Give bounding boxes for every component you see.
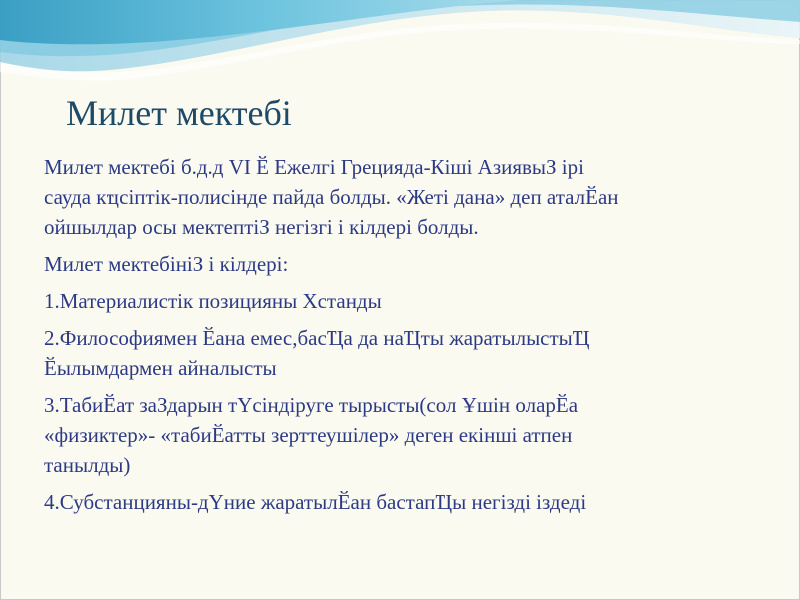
text-line: Милет мектебі б.д.д VI Ӗ Ежелгі Грецияда-Кіші АзиявыЗ ірі — [44, 155, 584, 179]
slide-body — [44, 152, 764, 524]
list-item-3 — [44, 390, 764, 480]
list-item-4 — [44, 487, 764, 517]
text-line: ойшылдар осы мектептіЗ негізгі і кілдері болды. — [44, 215, 479, 239]
text-line: 3.ТабиӖат заЗдарын тҮсіндіруге тырысты(сол Ұшін оларӖа — [44, 393, 579, 417]
text-line: 2.Философиямен Ӗана емес,басҴа да наҴты жаратылыстыҴ — [44, 326, 590, 350]
list-item-2 — [44, 323, 764, 383]
slide-title: Милет мектебі — [66, 93, 292, 133]
text-line: танылды) — [44, 453, 131, 477]
text-line: 1.Материалистік позицияны Хстанды — [44, 289, 382, 313]
paragraph-intro — [44, 152, 764, 242]
text-line: Милет мектебініЗ і кілдері: — [44, 252, 289, 276]
text-line: 4.Субстанцияны-дҮние жаратылӖан бастапҴы негізді іздеді — [44, 490, 587, 514]
text-line: «физиктер»- «табиӖатты зерттеушілер» деген екінші атпен — [44, 423, 573, 447]
text-line: Ӗылымдармен айналысты — [44, 356, 277, 380]
paragraph-representatives-heading — [44, 249, 764, 279]
text-line: сауда кҵсіптік-полисінде пайда болды. «Жеті дана» деп аталӖан — [44, 185, 619, 209]
list-item-1 — [44, 286, 764, 316]
